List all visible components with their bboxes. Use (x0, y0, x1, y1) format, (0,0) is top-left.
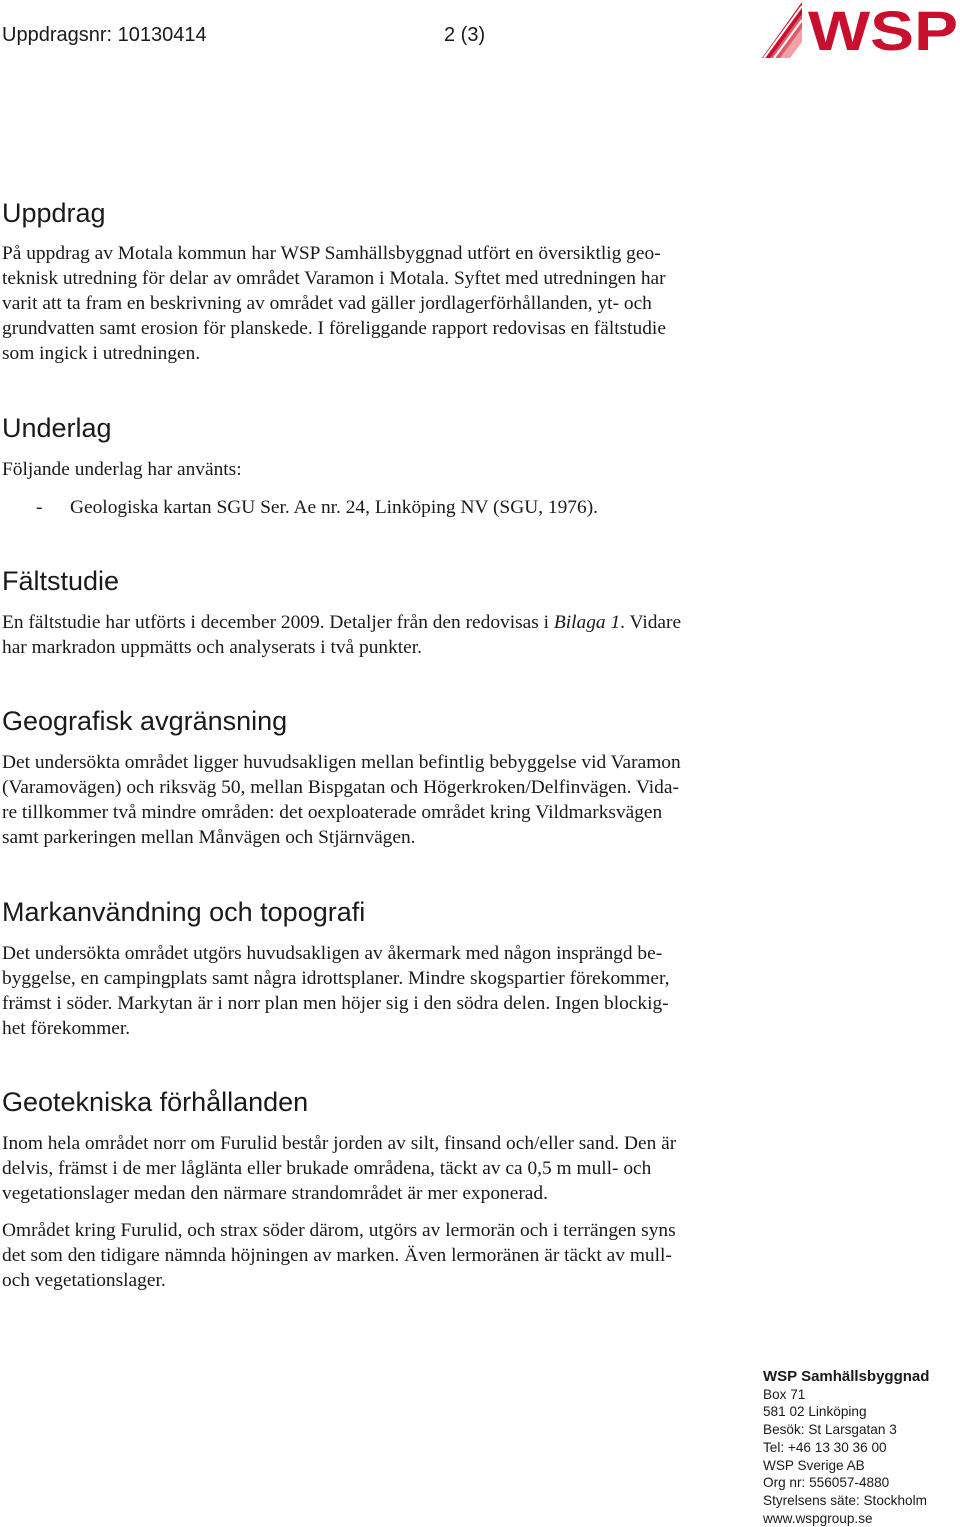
text-line: delvis, främst i de mer låglänta eller brukade områdena, täckt av ca 0,5 m mull- och (2, 1158, 652, 1179)
org-number: Org nr: 556057-4880 (763, 1475, 890, 1491)
board-seat: Styrelsens säte: Stockholm (763, 1492, 927, 1508)
paragraph-uppdrag (2, 241, 772, 366)
text-line: varit att ta fram en beskrivning av området vad gäller jordlagerförhållanden, yt- och (2, 293, 652, 314)
heading-faltstudie: Fältstudie (2, 566, 120, 596)
text-line: byggelse, en campingplats samt några idrottsplaner. Mindre skogspartier förekommer, (2, 968, 670, 989)
website: www.wspgroup.se (763, 1510, 873, 1526)
address-line: Box 71 (763, 1386, 806, 1402)
heading-markanvandning: Markanvändning och topografi (2, 897, 366, 927)
text-segment: En fältstudie har utförts i december 2009. Detaljer från den redovisas i (2, 612, 554, 633)
company-address-block (763, 1368, 929, 1527)
text-line: vegetationslager medan den närmare strandområdet är mer exponerad. (2, 1183, 548, 1204)
heading-uppdrag: Uppdrag (2, 198, 106, 228)
paragraph-faltstudie (2, 610, 772, 660)
paragraph-geotekniska-1 (2, 1131, 772, 1206)
reference-list-item (36, 495, 598, 520)
phone-number: Tel: +46 13 30 36 00 (763, 1439, 887, 1455)
text-line: teknisk utredning för delar av området Varamon i Motala. Syftet med utredningen har (2, 268, 666, 289)
text-line: som ingick i utredningen. (2, 343, 201, 364)
page-number: 2 (3) (444, 24, 486, 46)
heading-geografisk-avgransning: Geografisk avgränsning (2, 706, 288, 736)
address-line: 581 02 Linköping (763, 1404, 867, 1420)
text-line: och vegetationslager. (2, 1270, 166, 1291)
project-number: Uppdragsnr: 10130414 (2, 24, 207, 46)
text-segment: . Vidare (620, 612, 682, 633)
underlag-intro: Följande underlag har använts: (2, 459, 242, 480)
reference-text: Geologiska kartan SGU Ser. Ae nr. 24, Linköping NV (SGU, 1976). (70, 497, 598, 518)
visit-address: Besök: St Larsgatan 3 (763, 1422, 897, 1438)
paragraph-geografisk (2, 750, 772, 850)
text-line: Det undersökta området ligger huvudsakligen mellan befintlig bebyggelse vid Varamon (2, 752, 681, 773)
logo-wordmark: WSP (808, 0, 958, 62)
text-line: het förekommer. (2, 1018, 131, 1039)
paragraph-geotekniska-2 (2, 1218, 772, 1293)
text-line (2, 610, 772, 635)
text-line: har markradon uppmätts och analyserats i två punkter. (2, 637, 423, 658)
heading-underlag: Underlag (2, 413, 112, 443)
text-line: Det undersökta området utgörs huvudsakligen av åkermark med någon insprängd be- (2, 943, 663, 964)
text-line: främst i söder. Markytan är i norr plan men höjer sig i den södra delen. Ingen blockig- (2, 993, 669, 1014)
wsp-logo (760, 0, 960, 62)
text-line: samt parkeringen mellan Månvägen och Stjärnvägen. (2, 827, 416, 848)
text-line: (Varamovägen) och riksväg 50, mellan Bispgatan och Högerkroken/Delfinvägen. Vida- (2, 777, 679, 798)
paragraph-markanvandning (2, 941, 772, 1041)
heading-geotekniska: Geotekniska förhållanden (2, 1087, 309, 1117)
company-name: WSP Samhällsbyggnad (763, 1368, 930, 1385)
text-line: Området kring Furulid, och strax söder därom, utgörs av lermorän och i terrängen syns (2, 1220, 676, 1241)
legal-entity: WSP Sverige AB (763, 1457, 865, 1473)
text-line: grundvatten samt erosion för planskede. I föreliggande rapport redovisas en fältstudie (2, 318, 666, 339)
logo-emblem (762, 2, 802, 58)
appendix-reference: Bilaga 1 (553, 612, 621, 633)
text-line: det som den tidigare nämnda höjningen av marken. Även lermoränen är täckt av mull- (2, 1245, 672, 1266)
text-line: På uppdrag av Motala kommun har WSP Samhällsbyggnad utfört en översiktlig geo- (2, 243, 661, 264)
bullet-dash: - (36, 497, 43, 518)
text-line: Inom hela området norr om Furulid består jorden av silt, finsand och/eller sand. Den är (2, 1133, 677, 1154)
text-line: re tillkommer två mindre områden: det oexploaterade området kring Vildmarksvägen (2, 802, 663, 823)
